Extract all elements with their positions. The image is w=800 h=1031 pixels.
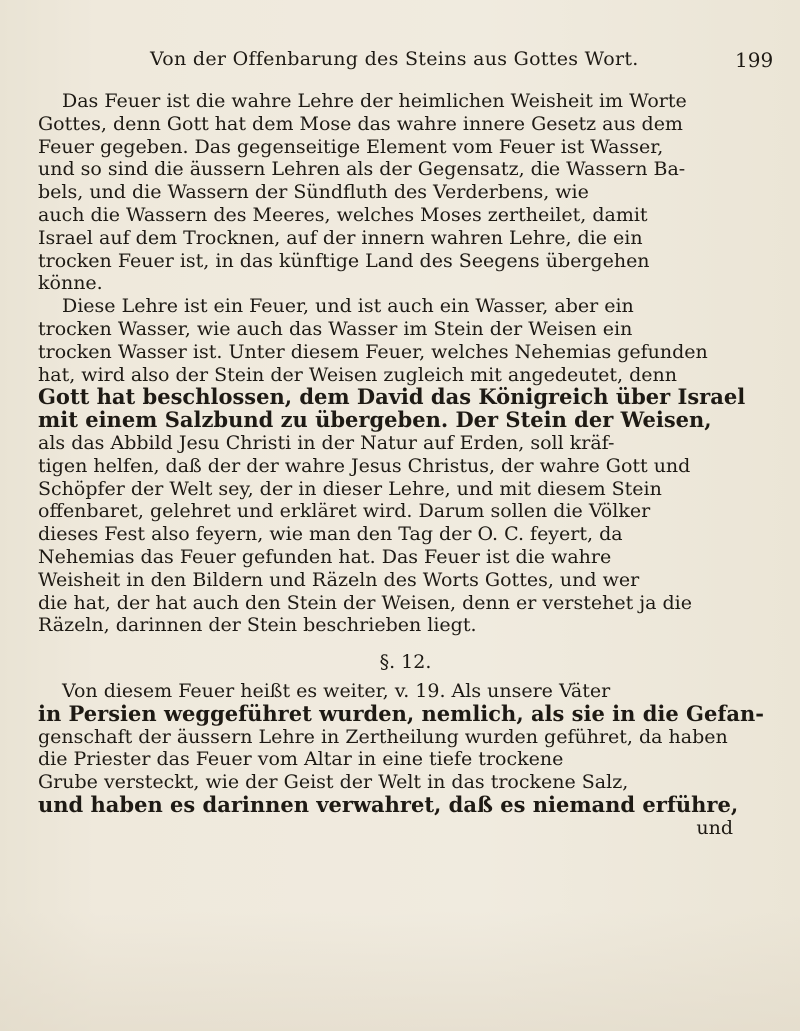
text-line: trocken Wasser, wie auch das Wasser im Stein der Weisen ein bbox=[38, 317, 633, 340]
section-mark: §. 12. bbox=[379, 651, 432, 674]
catchword: und bbox=[696, 816, 733, 839]
text-line-emphasis: in Persien weggeführet wurden, nemlich, als sie in die Gefan- bbox=[38, 700, 764, 726]
text-line: offenbaret, gelehret und erkläret wird. Darum sollen die Völker bbox=[38, 500, 651, 523]
paragraph-2 bbox=[38, 295, 773, 637]
text-line: Von diesem Feuer heißt es weiter, v. 19. Als unsere Väter bbox=[62, 679, 611, 702]
text-line: und so sind die äussern Lehren als der Gegensatz, die Wassern Ba- bbox=[38, 158, 686, 181]
text-line: bels, und die Wassern der Sündfluth des Verderbens, wie bbox=[38, 181, 589, 204]
text-line-emphasis: und haben es darinnen verwahret, daß es niemand erführe, bbox=[38, 791, 739, 817]
text-line: genschaft der äussern Lehre in Zertheilung wurden geführet, da haben bbox=[38, 725, 728, 748]
body-text bbox=[38, 90, 773, 840]
text-line-emphasis: Gott hat beschlossen, dem David das Königreich über Israel bbox=[38, 384, 746, 410]
text-line: trocken Feuer ist, in das künftige Land des Seegens übergehen bbox=[38, 249, 650, 272]
text-line: Gottes, denn Gott hat dem Mose das wahre innere Gesetz aus dem bbox=[38, 112, 683, 135]
text-line-emphasis: mit einem Salzbund zu übergeben. Der Stein der Weisen, bbox=[38, 407, 712, 433]
running-head bbox=[0, 40, 800, 80]
text-line: Israel auf dem Trocknen, auf der innern wahren Lehre, die ein bbox=[38, 226, 643, 249]
text-line: Feuer gegeben. Das gegenseitige Element vom Feuer ist Wasser, bbox=[38, 135, 664, 158]
text-line: Räzeln, darinnen der Stein beschrieben liegt. bbox=[38, 614, 477, 637]
text-line: Nehemias das Feuer gefunden hat. Das Feuer ist die wahre bbox=[38, 545, 612, 568]
text-line: die Priester das Feuer vom Altar in eine tiefe trockene bbox=[38, 748, 564, 771]
text-line: die hat, der hat auch den Stein der Weisen, denn er verstehet ja die bbox=[38, 591, 692, 614]
text-line: tigen helfen, daß der der wahre Jesus Christus, der wahre Gott und bbox=[38, 454, 691, 477]
text-line: Weisheit in den Bildern und Räzeln des Worts Gottes, und wer bbox=[38, 568, 640, 591]
running-title: Von der Offenbarung des Steins aus Gottes Wort. bbox=[150, 48, 639, 70]
text-line: auch die Wassern des Meeres, welches Moses zertheilet, damit bbox=[38, 203, 648, 226]
text-line: dieses Fest also feyern, wie man den Tag der O. C. feyert, da bbox=[38, 523, 623, 546]
text-line: könne. bbox=[38, 272, 103, 295]
text-line: Grube versteckt, wie der Geist der Welt in das trockene Salz, bbox=[38, 771, 629, 794]
text-line: hat, wird also der Stein der Weisen zugleich mit angedeutet, denn bbox=[38, 363, 677, 386]
text-line: trocken Wasser ist. Unter diesem Feuer, welches Nehemias gefunden bbox=[38, 340, 708, 363]
page-number: 199 bbox=[735, 48, 774, 72]
paragraph-1 bbox=[38, 90, 773, 295]
text-line: als das Abbild Jesu Christi in der Natur auf Erden, soll kräf- bbox=[38, 431, 615, 454]
text-line: Schöpfer der Welt sey, der in dieser Lehre, und mit diesem Stein bbox=[38, 477, 662, 500]
text-line: Das Feuer ist die wahre Lehre der heimlichen Weisheit im Worte bbox=[62, 90, 687, 112]
paper-shading bbox=[0, 911, 800, 1031]
paragraph-3 bbox=[38, 680, 773, 840]
text-line: Diese Lehre ist ein Feuer, und ist auch ein Wasser, aber ein bbox=[62, 295, 634, 318]
